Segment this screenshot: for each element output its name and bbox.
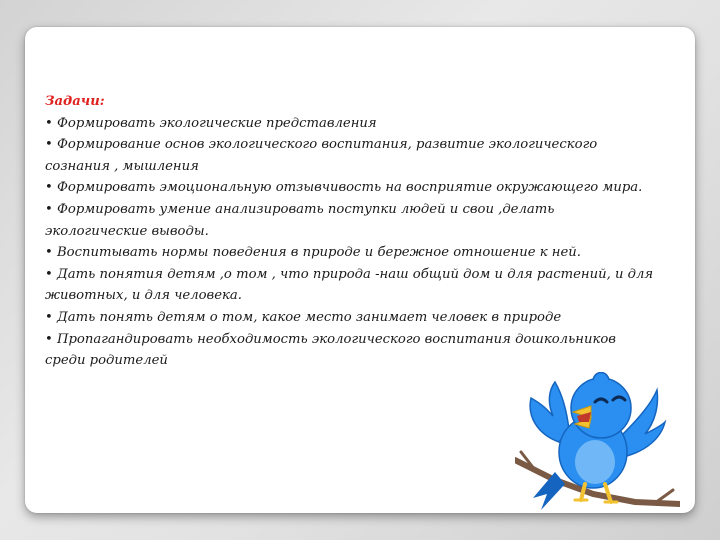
task-item-3: • Формировать эмоциональную отзывчивость на восприятие окружающего мира. xyxy=(45,177,660,199)
blue-bird-illustration xyxy=(515,372,680,512)
task-item-4: • Формировать умение анализировать поступки людей и свои ,делать экологические выводы. xyxy=(45,199,660,242)
task-list xyxy=(45,91,660,372)
task-item-8: • Пропагандировать необходимость экологического воспитания дошкольников среди родителей xyxy=(45,329,660,372)
task-item-7: • Дать понять детям о том, какое место занимает человек в природе xyxy=(45,307,660,329)
task-item-5: • Воспитывать нормы поведения в природе и бережное отношение к ней. xyxy=(45,242,660,264)
slide-card xyxy=(25,27,695,513)
task-item-2: • Формирование основ экологического воспитания, развитие экологического сознания , мышления xyxy=(45,134,660,177)
task-title: Задачи: xyxy=(45,94,105,109)
task-item-1: • Формировать экологические представления xyxy=(45,113,660,135)
task-item-6: • Дать понятия детям ,о том , что природа -наш общий дом и для растений, и для животных, и для человека. xyxy=(45,264,660,307)
